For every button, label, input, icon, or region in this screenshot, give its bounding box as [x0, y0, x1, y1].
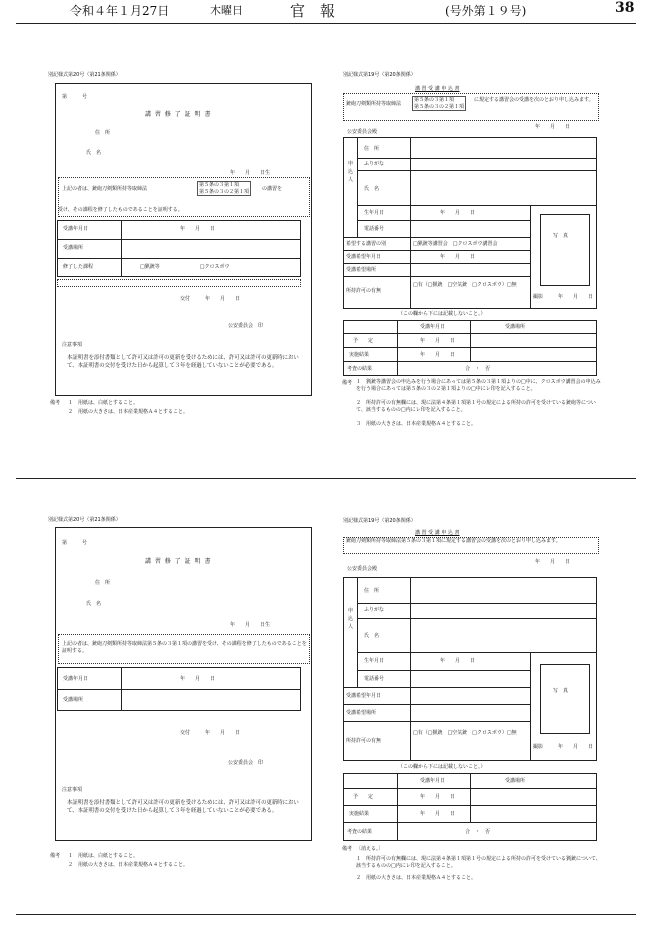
cert-body-b: の講習を: [262, 186, 283, 192]
app-wish-place-label: 受講希望場所: [346, 267, 377, 273]
header-weekday: 木曜日: [210, 4, 243, 17]
app-wish-date: 年 月 日: [440, 254, 476, 260]
app-divider-note: （この欄から下には記載しないこと。）: [398, 311, 486, 317]
cert-notes-body-old: 本証明書を添付書類として許可又は許可の更新を受けるためには、許可又は許可の更新時において、本証明書の交付を受けた日から起算して３年を経過していないことが必要である。: [67, 800, 299, 814]
app-field: 住 所: [364, 146, 380, 152]
cert-option-2: 第５条の３の２第１項: [199, 188, 250, 195]
app-photo-label-old: 写 真: [553, 688, 569, 694]
app-wish-place-label-old: 受講希望場所: [346, 710, 377, 716]
cert-option-1: 第５条の３第１項: [199, 182, 240, 188]
app-divider-note-old: （この欄から下には記載しないこと。）: [398, 764, 486, 770]
app-col-date: 受講年月日: [420, 324, 446, 330]
cert-row-value: □猟銃等 □クロスボウ: [140, 264, 230, 270]
cert-birth-old: 年 月 日生: [230, 622, 271, 628]
app-field-old: ふりがな: [364, 607, 385, 613]
app-photo-date-old: 撮影 年 月 日: [533, 744, 594, 750]
header-date: 令和４年１月27日: [70, 4, 170, 18]
app-intro-a: 銃砲刀剣類所持等取締法: [346, 101, 402, 107]
app-course-value: □猟銃等講習会 □クロスボウ講習会: [413, 241, 498, 247]
cert-remark: ２ 用紙の大きさは、日本産業規格Ａ４とすること。: [68, 409, 189, 415]
cert-address: 住 所: [95, 130, 111, 136]
cert-row-label-old: 受講年月日: [63, 676, 89, 682]
cert-remark-old: ２ 用紙の大きさは、日本産業規格Ａ４とすること。: [68, 862, 189, 868]
cert-row-label: 受講年月日: [63, 226, 89, 232]
app-photo-label: 写 真: [553, 233, 569, 239]
app-row-label-old: 考査の結果: [347, 829, 373, 835]
app-remark-old: ２ 用紙の大きさは、日本産業規格Ａ４とすること。: [356, 875, 477, 881]
cert-form-no-old: 別記様式第20号（第21条関係）: [48, 517, 121, 523]
app-row-label: 実施結果: [349, 352, 370, 358]
app-addressee: 公安委員会殿: [347, 129, 378, 135]
cert-notes-title: 注意事項: [62, 342, 83, 348]
app-license-label: 所持許可の有無: [346, 288, 382, 294]
app-field-old: 電話番号: [364, 676, 385, 682]
app-remarks-label-old: 備考: [342, 846, 353, 852]
cert-issued-old: 交付 年 月 日: [180, 730, 241, 736]
app-remarks-label: 備考: [342, 380, 353, 386]
app-remark: ２ 所持許可の有無欄には、現に法第４条第１項第１号の規定による所持の許可を受けている銃砲等について、該当するものの□内にレ印を記入すること。: [356, 400, 596, 413]
app-title: 講 習 受 講 申 込 書: [415, 86, 460, 92]
app-addressee-old: 公安委員会殿: [347, 566, 378, 572]
app-col-date-old: 受講年月日: [420, 778, 446, 784]
cert-notes-body: 本証明書を添付書類として許可又は許可の更新を受けるためには、許可又は許可の更新時において、本証明書の交付を受けた日から起算して３年を経過していないことが必要である。: [67, 355, 299, 369]
cert-row-label: 受講場所: [63, 245, 84, 251]
app-row-date-old: 年 月 日: [420, 811, 456, 817]
app-field: 電話番号: [364, 226, 385, 232]
app-date: 年 月 日: [535, 124, 571, 130]
cert-row-value-old: 年 月 日: [180, 676, 216, 682]
cert-row-label: 修了した課程: [63, 264, 94, 270]
cert-body-a: 上記の者は、銃砲刀剣類所持等取締法: [62, 186, 148, 192]
cert-birth: 年 月 日生: [230, 170, 271, 176]
app-dob: 年 月 日: [440, 210, 476, 216]
app-pass: 合 ・ 否: [465, 366, 491, 372]
cert-body-c: 受け、その課程を修了したものであることを証明する。: [58, 207, 183, 213]
app-intro-b: に規定する講習会の受講を次のとおり申し込みます。: [474, 97, 594, 103]
cert-remarks-label-old: 備考: [50, 853, 61, 859]
cert-commission: 公安委員会 印: [228, 323, 264, 329]
app-row-date-old: 年 月 日: [420, 794, 456, 800]
app-title-old: 講 習 受 講 申 込 書: [415, 530, 460, 536]
app-pass-old: 合 ・ 否: [465, 829, 491, 835]
app-row-label: 予 定: [353, 338, 374, 344]
app-remark: ３ 用紙の大きさは、日本産業規格Ａ４とすること。: [356, 421, 477, 427]
section-rule: [16, 478, 636, 479]
cert-name: 氏 名: [86, 150, 102, 156]
footer-rule: [16, 914, 636, 915]
app-license-value: □有（□猟銃 □空気銃 □クロスボウ）□無: [413, 282, 517, 288]
app-remarks-head-old: 〔消える。〕: [356, 846, 384, 852]
cert-issued: 交付 年 月 日: [180, 296, 241, 302]
app-license-label-old: 所持許可の有無: [346, 738, 382, 744]
app-applicant-label: 申込人: [348, 161, 354, 183]
cert-address-old: 住 所: [95, 580, 111, 586]
app-field: 氏 名: [364, 186, 380, 192]
app-photo-box: [540, 214, 590, 286]
app-option-1: 第５条の３第１項: [414, 97, 455, 103]
cert-number: 第 号: [62, 94, 88, 100]
cert-name-old: 氏 名: [86, 601, 102, 607]
app-remark-old: １ 所持許可の有無欄には、現に法第４条第１項第１号の規定による所持の許可を受けている猟銃について、該当するものの□内にレ印を記入すること。: [356, 856, 601, 869]
app-license-value-old: □有（□猟銃 □空気銃 □クロスボウ）□無: [413, 730, 517, 736]
cert-title: 講 習 修 了 証 明 書: [145, 111, 212, 118]
app-field: ふりがな: [364, 161, 385, 167]
app-option-2: 第５条の３の２第１項: [414, 103, 465, 110]
app-row-label: 考査の結果: [347, 366, 373, 372]
app-col-place-old: 受講場所: [505, 778, 526, 784]
app-row-label-old: 実施結果: [349, 811, 370, 817]
cert-row-label-old: 受講場所: [63, 697, 84, 703]
cert-remarks-label: 備考: [50, 400, 61, 406]
app-field-old: 氏 名: [364, 633, 380, 639]
app-date-old: 年 月 日: [535, 559, 571, 565]
cert-number-old: 第 号: [62, 540, 88, 546]
cert-title-old: 講 習 修 了 証 明 書: [145, 558, 212, 565]
app-field: 生年月日: [364, 210, 385, 216]
app-col-place: 受講場所: [505, 324, 526, 330]
app-photo-date: 撮影 年 月 日: [533, 294, 594, 300]
app-row-date: 年 月 日: [420, 338, 456, 344]
app-form-no-old: 別記様式第19号（第20条関係）: [343, 518, 416, 524]
app-photo-box-old: [540, 664, 590, 734]
gazette-header: [40, 0, 638, 22]
app-row-date: 年 月 日: [420, 352, 456, 358]
cert-remark: １ 用紙は、白紙とすること。: [68, 400, 139, 406]
app-remark: １ 猟銃等講習会の申込みを行う場合にあっては第５条の３第１項よりの□中に、クロスボウ講習会の申込みを行う場合にあっては第５条の３の２第１項よりの□中にレ印を記入すること。: [356, 379, 601, 392]
app-applicant-label-old: 申込人: [348, 608, 354, 630]
app-wish-date-label-old: 受講希望年月日: [346, 693, 382, 699]
header-rule: [16, 23, 636, 24]
cert-remark-old: １ 用紙は、白紙とすること。: [68, 853, 139, 859]
cert-row-value: 年 月 日: [180, 226, 216, 232]
app-form-no: 別記様式第19号（第20条関係）: [343, 72, 416, 78]
app-row-label-old: 予 定: [353, 794, 374, 800]
app-field-old: 住 所: [364, 588, 380, 594]
cert-commission-old: 公安委員会 印: [228, 760, 264, 766]
cert-body-old: 上記の者は、銃砲刀剣類所持等取締法第５条の３第１項の講習を受け、その課程を修了したものであることを証明する。: [62, 641, 307, 655]
cert-notes-title-old: 注意事項: [62, 787, 83, 793]
app-course-label: 希望する講習の別: [346, 241, 387, 247]
app-wish-date-label: 受講希望年月日: [346, 254, 382, 260]
header-title: 官 報: [290, 2, 336, 20]
header-issue: (号外第１９号): [445, 4, 527, 18]
app-dob-old: 年 月 日: [440, 658, 476, 664]
header-page: 38: [615, 0, 635, 16]
app-intro-old: 銃砲刀剣類所持等取締法第５条の３第１項に規定する講習会の受講を次のとおり申し込みます。: [346, 538, 561, 544]
cert-dotted-gap: [57, 279, 301, 287]
app-field-old: 生年月日: [364, 658, 385, 664]
cert-form-no: 別記様式第20号（第21条関係）: [48, 72, 121, 78]
